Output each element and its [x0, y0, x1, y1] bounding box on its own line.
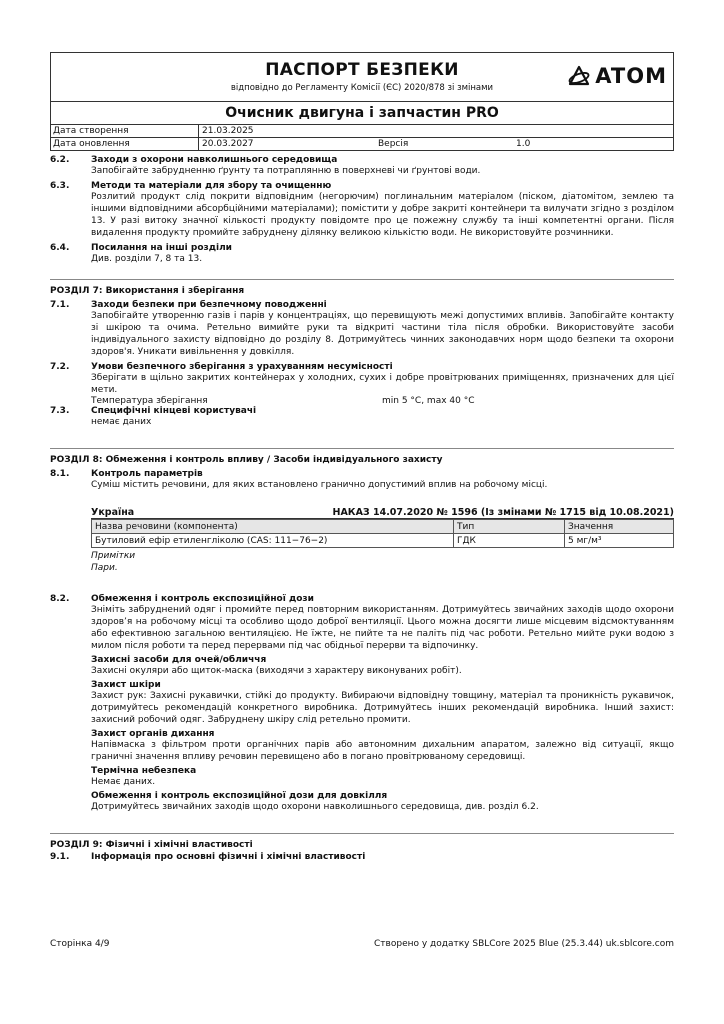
version-label: Версія: [378, 139, 409, 149]
chapter-heading-9: РОЗДІЛ 9: Фізичні і хімічні властивості: [50, 833, 674, 850]
document-header: [50, 52, 674, 151]
subsection-text: Немає даних.: [91, 777, 156, 787]
table-header-type: Тип: [454, 520, 565, 534]
subsection-text: Дотримуйтесь звичайних заходів щодо охорони навколишнього середовища, див. розділ 6.2.: [91, 802, 539, 812]
table-cell-substance: Бутиловий ефір етиленгліколю (CAS: 111−76−2): [92, 534, 454, 548]
atom-logo: [567, 64, 667, 88]
generator-credit: Створено у додатку SBLCore 2025 Blue (25.3.44) uk.sblcore.com: [374, 939, 674, 949]
section-number: 7.2.: [50, 362, 70, 372]
subsection-heading: Захист органів дихання: [91, 729, 215, 739]
section-heading: Інформація про основні фізичні і хімічні властивості: [91, 852, 366, 862]
created-value: 21.03.2025: [202, 126, 254, 136]
section-number: 7.3.: [50, 406, 70, 416]
document-title: ПАСПОРТ БЕЗПЕКИ: [265, 60, 459, 80]
section-number: 7.1.: [50, 300, 70, 310]
regulation-reference: НАКАЗ 14.07.2020 № 1596 (Із змінами № 1715 від 10.08.2021): [332, 507, 674, 518]
notes-label: Примітки: [91, 551, 136, 561]
section-text: Див. розділи 7, 8 та 13.: [91, 254, 203, 264]
exposure-limits-table: [91, 519, 674, 548]
page-footer: [50, 939, 674, 949]
section-heading: Заходи безпеки при безпечному поводженні: [91, 300, 327, 310]
section-number: 6.3.: [50, 181, 70, 191]
logo-text: ATOM: [595, 64, 667, 88]
document-subtitle: відповідно до Регламенту Комісії (ЄС) 2020/878 зі змінами: [230, 83, 494, 93]
notes-value: Пари.: [91, 563, 118, 573]
section-text: Суміш містить речовини, для яких встановлено гранично допустимий вплив на робочому місці.: [91, 480, 548, 490]
product-name: Очисник двигуна і запчастин PRO: [51, 102, 673, 125]
section-text: Запобігайте забрудненню ґрунту та потраплянню в поверхневі чи ґрунтові води.: [91, 166, 481, 176]
section-heading: Посилання на інші розділи: [91, 243, 232, 253]
page-number: Сторінка 4/9: [50, 939, 110, 949]
section-text: Зберігати в щільно закритих контейнерах у холодних, сухих і добре провітрюваних приміщеннях, призначених для цієї мети.: [91, 373, 674, 395]
subsection-text: Напівмаска з фільтром проти органічних парів або автономним дихальним апаратом, залежно від ситуації, якщо граничні значення впливу речовин перевищено або в погано провітрюваному середовищі.: [91, 740, 674, 762]
updated-label: Дата оновлення: [51, 138, 199, 150]
table-row: [92, 534, 674, 548]
section-heading: Специфічні кінцеві користувачі: [91, 406, 257, 416]
created-label: Дата створення: [51, 125, 199, 137]
section-heading: Умови безпечного зберігання з урахуванням несумісності: [91, 362, 393, 372]
storage-temperature-label: Температура зберігання: [91, 396, 208, 406]
subsection-heading: Термічна небезпека: [91, 766, 197, 776]
table-header-value: Значення: [565, 520, 674, 534]
updated-value: 20.03.2027: [202, 139, 254, 149]
country-label: Україна: [91, 507, 135, 518]
version-value: 1.0: [516, 139, 531, 149]
section-heading: Заходи з охорони навколишнього середовища: [91, 155, 338, 165]
section-text: Розлитий продукт слід покрити відповідним (негорючим) поглинальним матеріалом (піском, діатомітом, землею та іншими відповідними абсорбційними матеріалами); помістити у добре закриті контейнери та вилучати згідно з розділом 13. У разі витоку значної кількості продукту повідомте про це пожежну службу та інші компетентні органи. Після видалення продукту промийте забруднену ділянку великою кількістю води. Не використовуйте розчинники.: [91, 192, 674, 238]
section-heading: Обмеження і контроль експозиційної дози: [91, 594, 314, 604]
section-number: 9.1.: [50, 852, 70, 862]
table-cell-type: ГДК: [454, 534, 565, 548]
section-heading: Контроль параметрів: [91, 469, 203, 479]
storage-temperature: [91, 396, 674, 406]
subsection-text: Захисні окуляри або щиток-маска (виходячи з характеру виконуваних робіт).: [91, 666, 462, 676]
table-cell-value: 5 мг/м³: [565, 534, 674, 548]
table-header-substance: Назва речовини (компонента): [92, 520, 454, 534]
subsection-text: Захист рук: Захисні рукавички, стійкі до продукту. Вибираючи відповідну товщину, матеріал та проникність рукавичок, дотримуйтесь рекомендацій конкретного виробника. Дотримуйтесь інших рекомендацій виробника. Інший захист: захисний робочий одяг. Забруднену шкіру слід ретельно промити.: [91, 691, 674, 725]
section-number: 6.4.: [50, 243, 70, 253]
limits-table-caption: [91, 507, 674, 519]
section-text: немає даних: [91, 417, 152, 427]
section-text: Запобігайте утворенню газів і парів у концентраціях, що перевищують межі допустимих впливів. Запобігайте контакту зі шкірою та очима. Ретельно вимийте руки та відкриті частини тіла після обробки. Використовуйте засоби індивідуального захисту відповідно до розділу 8. Дотримуйтесь чинних законодавчих норм щодо безпеки та охорони здоров'я. Уникати вивільнення у довкілля.: [91, 311, 674, 357]
section-number: 6.2.: [50, 155, 70, 165]
section-number: 8.2.: [50, 594, 70, 604]
atom-logo-icon: [567, 65, 591, 87]
subsection-heading: Захист шкіри: [91, 680, 161, 690]
section-number: 8.1.: [50, 469, 70, 479]
chapter-heading-7: РОЗДІЛ 7: Використання і зберігання: [50, 279, 674, 296]
section-heading: Методи та матеріали для збору та очищенню: [91, 181, 332, 191]
subsection-heading: Обмеження і контроль експозиційної дози для довкілля: [91, 791, 388, 801]
section-text: Зніміть забруднений одяг і промийте перед повторним використанням. Дотримуйтесь звичайних заходів щодо охорони здоров’я на робочому місці та особливо щодо доброї вентиляції. Цього можна досягти лише місцевим відсмоктуванням або ефективною загальною вентиляцією. Не їжте, не пийте та не паліть під час роботи. Ретельно мийте руки водою з милом після роботи та перед перервами під час обідньої перерви та відпочинку.: [91, 605, 674, 651]
chapter-heading-8: РОЗДІЛ 8: Обмеження і контроль впливу / Засоби індивідуального захисту: [50, 448, 674, 465]
subsection-heading: Захисні засоби для очей/обличчя: [91, 655, 267, 665]
table-notes: [91, 550, 674, 574]
storage-temperature-value: min 5 °C, max 40 °C: [382, 396, 475, 406]
sds-page: [50, 52, 674, 862]
